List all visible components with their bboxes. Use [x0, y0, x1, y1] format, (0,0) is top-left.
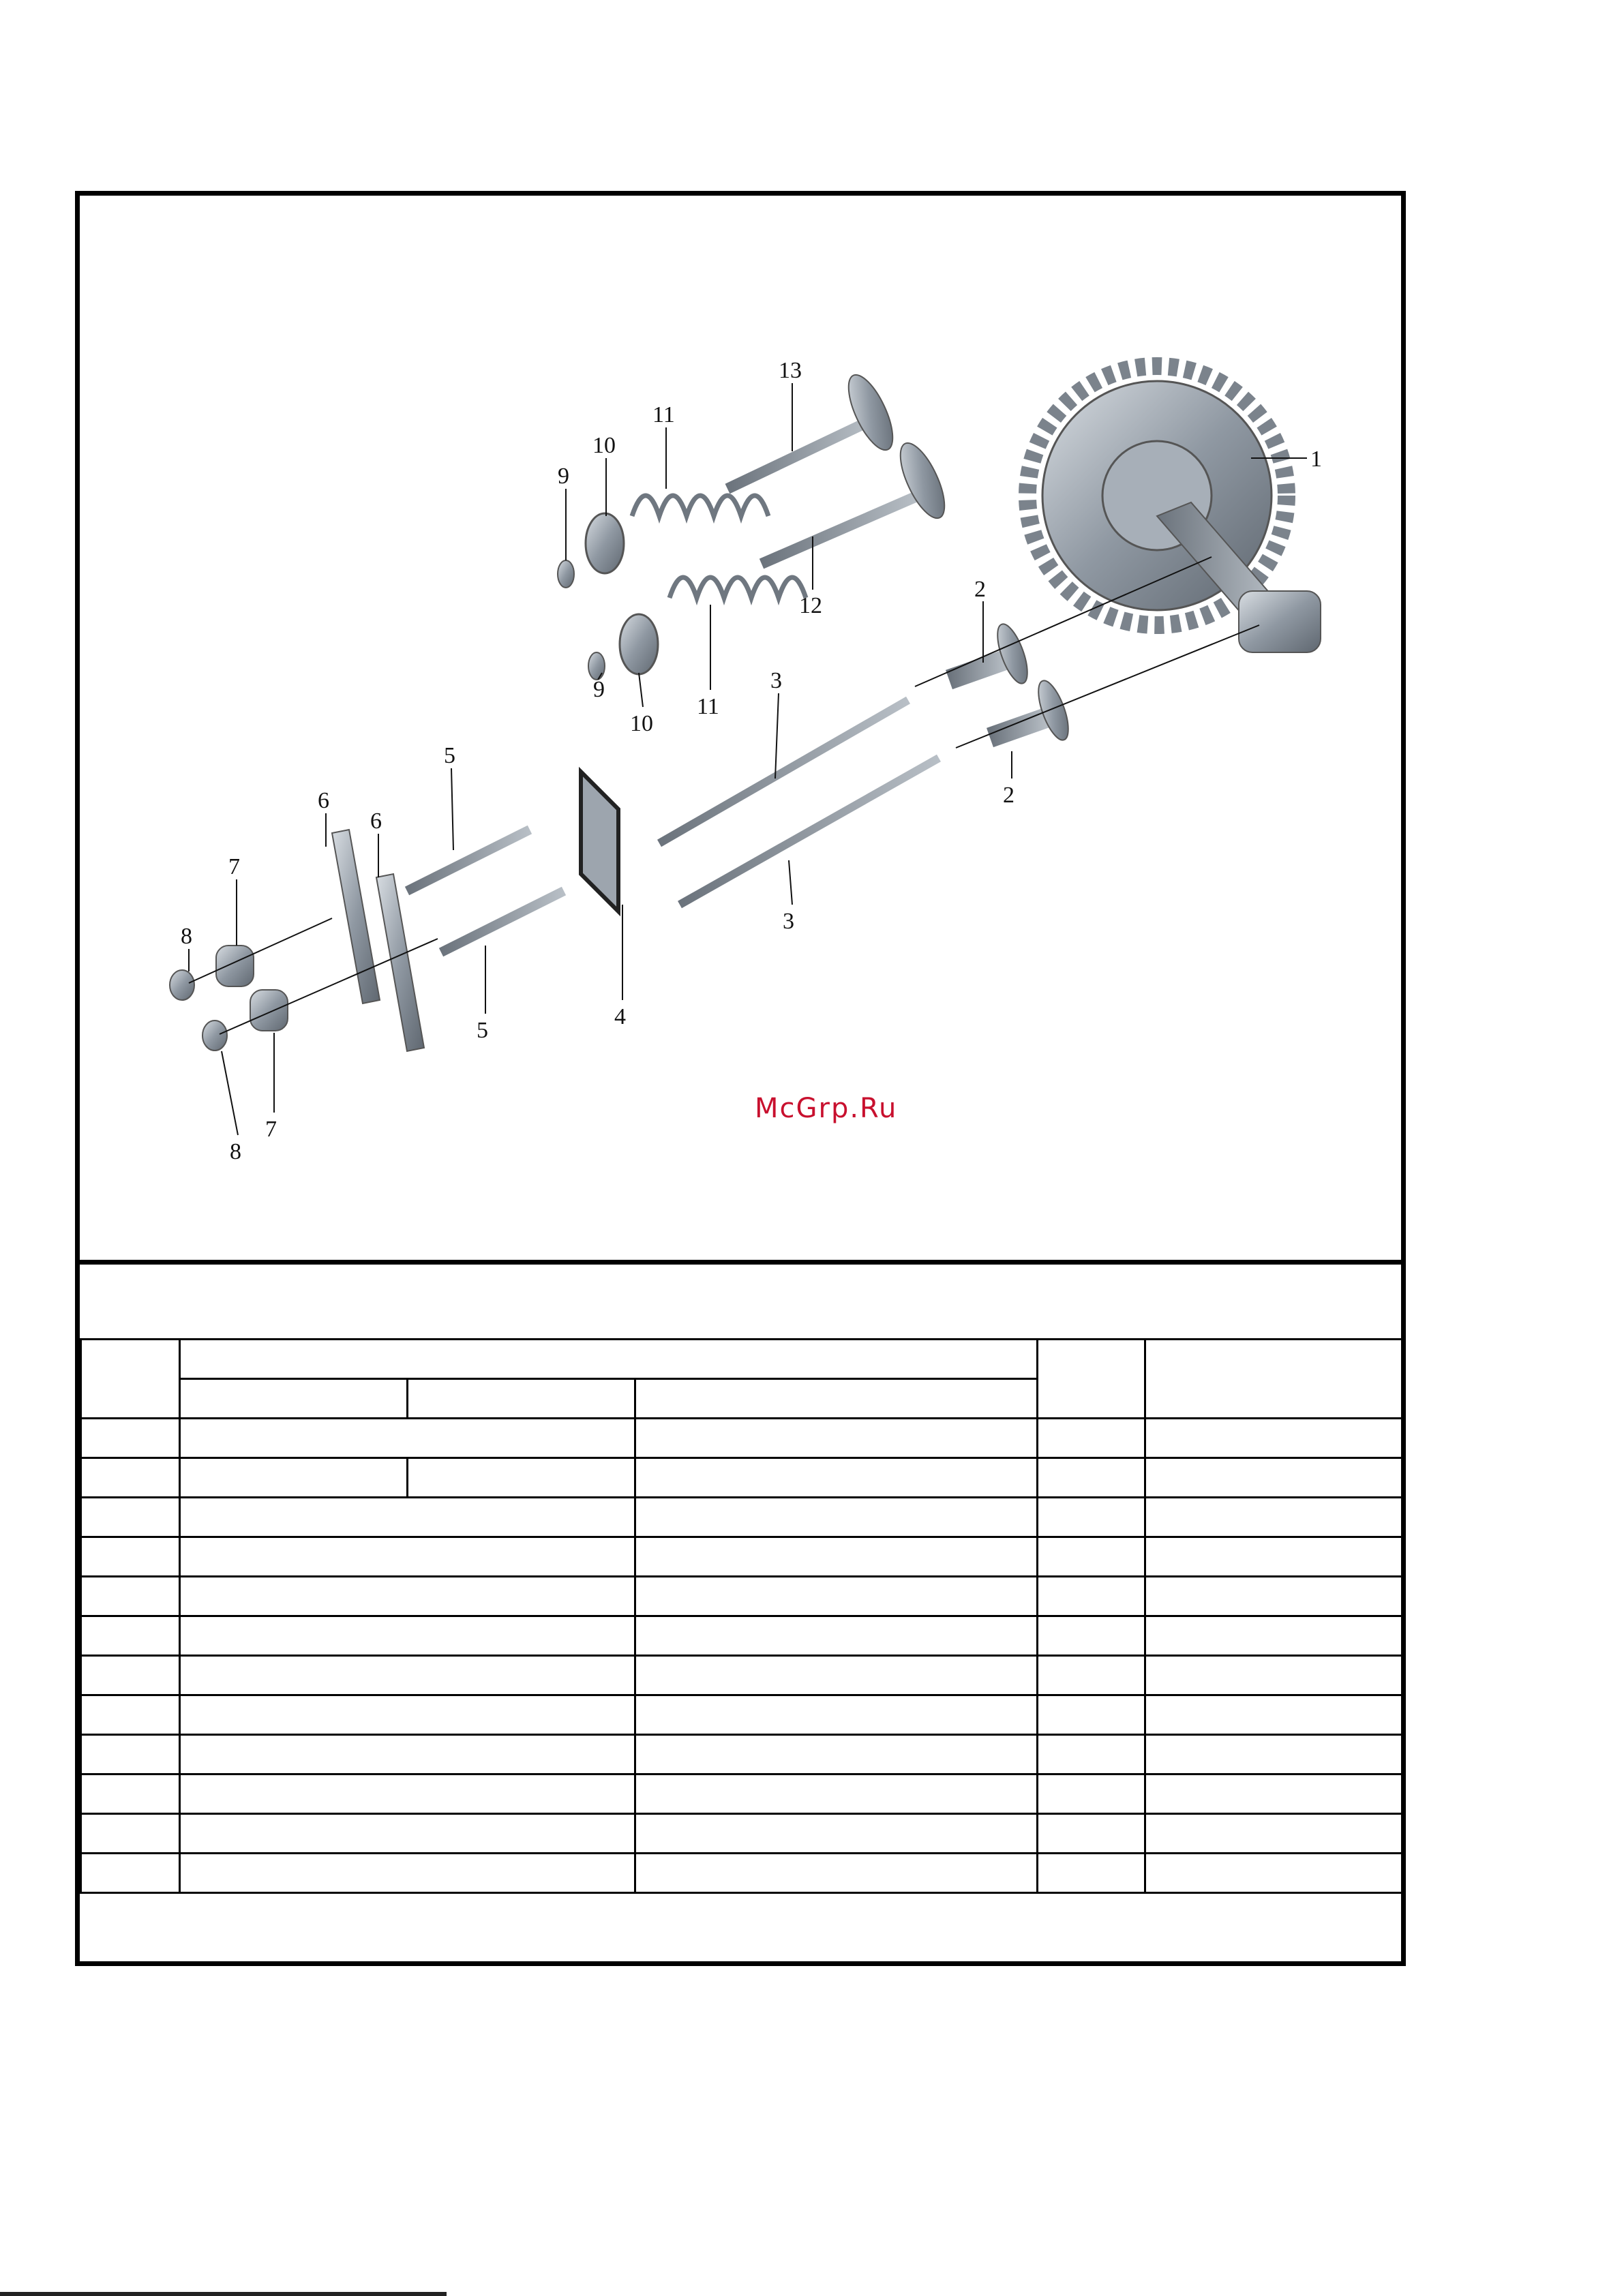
table-header-row [81, 1340, 1402, 1379]
table-row [81, 1774, 1402, 1814]
table-row [81, 1458, 1402, 1498]
callout-9: 9 [593, 677, 605, 702]
callout-7: 7 [265, 1117, 277, 1142]
table-cell [635, 1814, 1038, 1854]
callout-13: 13 [779, 358, 802, 383]
table-cell [81, 1774, 180, 1814]
table-cell [1038, 1458, 1145, 1498]
table-cell [81, 1735, 180, 1774]
valve-keeper-part [558, 560, 605, 680]
callout-11: 11 [697, 694, 719, 719]
table-cell [81, 1854, 180, 1893]
table-cell [180, 1854, 635, 1893]
callout-4: 4 [614, 1004, 626, 1029]
table-cell [1145, 1340, 1402, 1419]
callout-1: 1 [1310, 447, 1322, 472]
assembly-lines [189, 557, 1259, 1034]
table-cell [1145, 1854, 1402, 1893]
rocker-arm-pivot-part [216, 946, 288, 1031]
parts-drawing [80, 196, 1401, 1259]
table-cell [1145, 1774, 1402, 1814]
callout-2: 2 [1003, 783, 1014, 808]
callout-9: 9 [558, 464, 569, 489]
push-rod-part [659, 700, 939, 905]
table-cell [1038, 1340, 1145, 1419]
table-cell [180, 1814, 635, 1854]
table-cell [81, 1340, 180, 1419]
footer-rule [0, 2292, 447, 2296]
rocker-arm-pivot-bolt-part [407, 830, 564, 952]
callout-2: 2 [974, 577, 986, 602]
page-frame [75, 191, 1406, 1966]
table-cell [408, 1458, 635, 1498]
table-row [81, 1419, 1402, 1458]
table-cell [81, 1577, 180, 1616]
spring-retainer-part [586, 513, 658, 674]
table-cell [81, 1656, 180, 1695]
table-cell [635, 1577, 1038, 1616]
table-cell [81, 1695, 180, 1735]
callout-5: 5 [444, 743, 455, 768]
callout-8: 8 [230, 1139, 241, 1164]
table-cell [635, 1774, 1038, 1814]
table-cell [180, 1656, 635, 1695]
table-cell [180, 1616, 635, 1656]
callout-5: 5 [477, 1018, 488, 1043]
table-cell [1038, 1498, 1145, 1537]
table-cell [1145, 1577, 1402, 1616]
table-cell [635, 1735, 1038, 1774]
camshaft-gear-part [1027, 366, 1321, 652]
table-row [81, 1695, 1402, 1735]
table-cell [81, 1616, 180, 1656]
table-row [81, 1498, 1402, 1537]
table-row [81, 1814, 1402, 1854]
table-cell [81, 1419, 180, 1458]
table-cell [81, 1458, 180, 1498]
table-cell [635, 1656, 1038, 1695]
callout-6: 6 [370, 809, 382, 834]
table-row [81, 1656, 1402, 1695]
table-cell [635, 1379, 1038, 1419]
table-cell [180, 1735, 635, 1774]
table-cell [1145, 1498, 1402, 1537]
callout-10: 10 [630, 711, 653, 736]
table-cell [81, 1498, 180, 1537]
table-cell [180, 1537, 635, 1577]
table-cell [1038, 1854, 1145, 1893]
table-cell [1038, 1656, 1145, 1695]
table-cell [180, 1419, 635, 1458]
table-cell [635, 1616, 1038, 1656]
table-cell [408, 1379, 635, 1419]
table-cell [180, 1695, 635, 1735]
table-caption-row [80, 1265, 1401, 1338]
table-cell [1145, 1419, 1402, 1458]
table-cell [1038, 1814, 1145, 1854]
push-rod-guide-plate-part [581, 772, 618, 911]
callout-3: 3 [770, 668, 782, 693]
table-cell [1038, 1537, 1145, 1577]
table-cell [180, 1577, 635, 1616]
table-row [81, 1616, 1402, 1656]
table-cell [635, 1419, 1038, 1458]
table-row [81, 1537, 1402, 1577]
table-cell [1145, 1695, 1402, 1735]
exploded-view-diagram [80, 196, 1401, 1265]
table-cell [1038, 1774, 1145, 1814]
intake-valve-part [727, 369, 901, 489]
table-cell [81, 1814, 180, 1854]
callout-3: 3 [783, 909, 794, 934]
table-cell [1038, 1695, 1145, 1735]
table-cell [180, 1498, 635, 1537]
table-cell [1038, 1735, 1145, 1774]
table-cell [1145, 1537, 1402, 1577]
table-cell [635, 1458, 1038, 1498]
table-cell [1145, 1458, 1402, 1498]
table-cell [635, 1498, 1038, 1537]
table-cell [180, 1458, 408, 1498]
table-cell [1038, 1419, 1145, 1458]
watermark: McGrp.Ru [755, 1093, 898, 1124]
table-cell [1145, 1656, 1402, 1695]
callout-7: 7 [228, 854, 240, 879]
table-row [81, 1854, 1402, 1893]
table-cell [635, 1695, 1038, 1735]
parts-list-table [80, 1338, 1403, 1894]
table-cell [1145, 1814, 1402, 1854]
table-cell [635, 1854, 1038, 1893]
table-cell [81, 1537, 180, 1577]
callout-11: 11 [652, 402, 675, 427]
valve-spring-part [632, 496, 806, 598]
table-cell [180, 1340, 1038, 1379]
table-cell [180, 1379, 408, 1419]
table-cell [635, 1537, 1038, 1577]
table-cell [1038, 1577, 1145, 1616]
table-row [81, 1577, 1402, 1616]
callout-10: 10 [592, 433, 616, 458]
table-cell [180, 1774, 635, 1814]
callout-12: 12 [799, 593, 822, 618]
table-cell [1038, 1616, 1145, 1656]
table-cell [1145, 1735, 1402, 1774]
callout-8: 8 [181, 924, 192, 949]
table-row [81, 1735, 1402, 1774]
table-cell [1145, 1616, 1402, 1656]
callout-6: 6 [318, 788, 329, 813]
